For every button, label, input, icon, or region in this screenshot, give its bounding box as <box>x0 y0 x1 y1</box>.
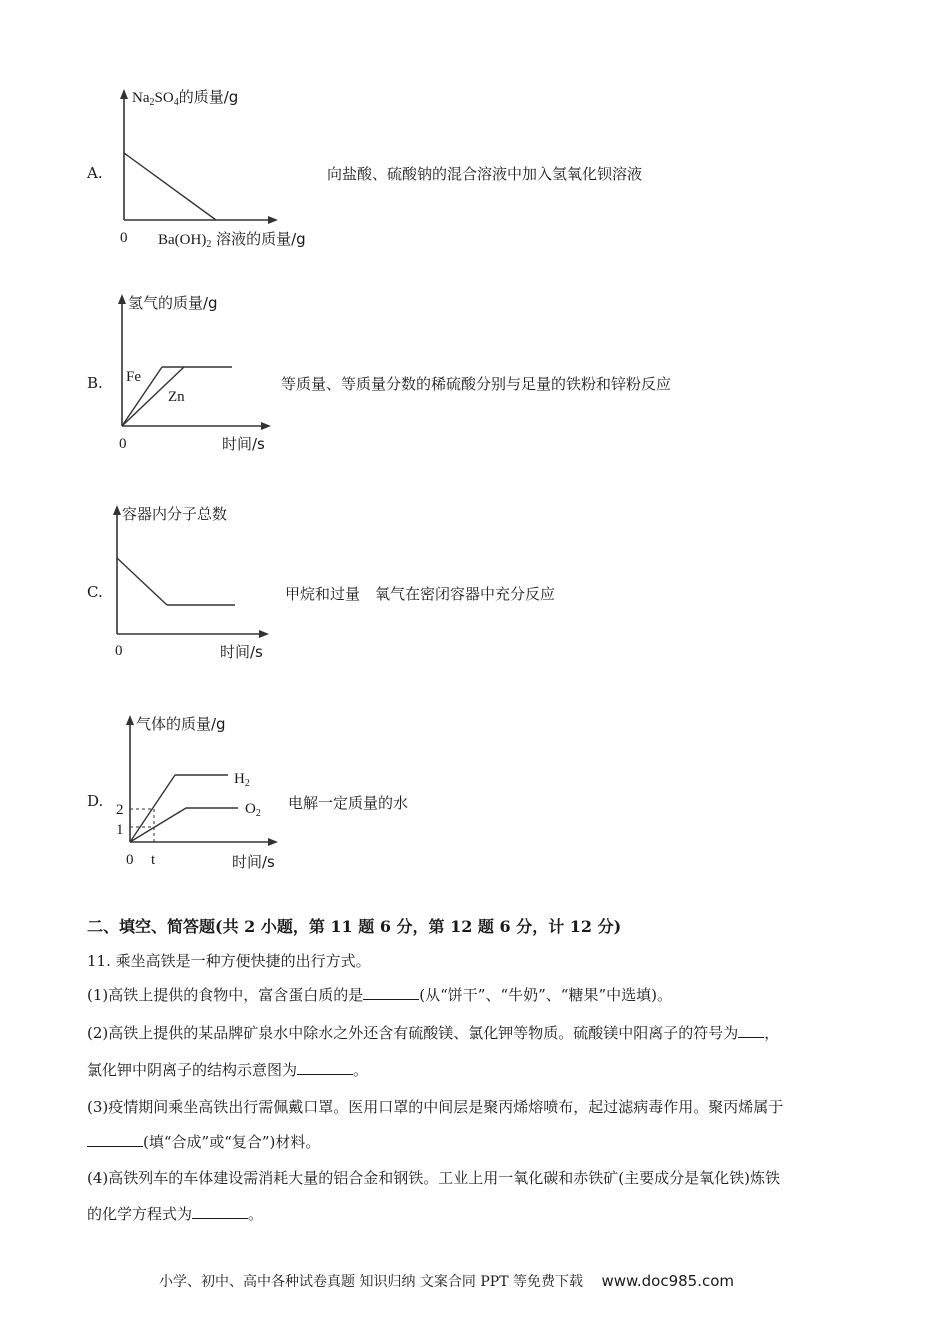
question-11-part-4-cont: 的化学方程式为 。 <box>87 1205 264 1223</box>
graph-a <box>112 85 332 255</box>
footer <box>159 1271 734 1291</box>
option-c-description: 甲烷和过量 氧气在密闭容器中充分反应 <box>285 585 556 603</box>
option-d-description: 电解一定质量的水 <box>288 794 409 812</box>
section-title: 二、填空、简答题(共 2 小题，第 11 题 6 分，第 12 题 6 分，计 12 分) <box>87 917 622 936</box>
answer-blank-4[interactable] <box>87 1132 143 1147</box>
origin-label: 0 <box>119 436 127 452</box>
fe-series-label: Fe <box>126 369 141 385</box>
x-axis-label: $Ba(OH)_2$ 溶液的质量/g <box>158 230 306 250</box>
question-11-part-3: (3)疫情期间乘坐高铁出行需佩戴口罩。医用口罩的中间层是聚丙烯熔喷布，起过滤病毒作用。聚丙烯属于 <box>87 1098 784 1116</box>
y-axis-arrow <box>126 715 134 725</box>
footer-site-link[interactable]: www.doc985.com <box>601 1272 735 1290</box>
question-11-part-4: (4)高铁列车的车体建设需消耗大量的铝合金和钢铁。工业上用一氧化碳和赤铁矿(主要成分是氧化铁)炼铁 <box>87 1169 780 1187</box>
y-axis-arrow <box>113 505 121 515</box>
option-b-description: 等质量、等质量分数的稀硫酸分别与足量的铁粉和锌粉反应 <box>281 375 672 393</box>
x-axis-label: 时间/s <box>220 643 263 661</box>
o2-series-label: $O_2$ <box>245 801 261 819</box>
y-axis-label: 气体的质量/g <box>136 715 226 733</box>
y-axis-arrow <box>118 294 126 304</box>
option-b-label: B. <box>87 374 103 392</box>
x-axis-label: 时间/s <box>222 435 265 453</box>
question-11-part-3-cont: (填“合成”或“复合”)材料。 <box>87 1131 320 1153</box>
graph-b <box>110 288 310 458</box>
question-11-stem: 11. 乘坐高铁是一种方便快捷的出行方式。 <box>87 952 371 970</box>
option-c-label: C. <box>87 583 103 601</box>
o2-line-rise <box>130 808 186 842</box>
question-11-part-2: (2)高铁上提供的某品牌矿泉水中除水之外还含有硫酸镁、氯化钾等物质。硫酸镁中阳离子的符号为 ， <box>87 1024 780 1042</box>
option-a-label: A. <box>87 164 103 182</box>
question-11-part-1: (1)高铁上提供的食物中，富含蛋白质的是 (从“饼干”、“牛奶”、“糖果”中选填)。 <box>87 986 672 1004</box>
y-axis-label: 容器内分子总数 <box>122 505 228 523</box>
answer-blank-3[interactable] <box>297 1060 353 1075</box>
question-11-part-2-cont: 氯化钾中阴离子的结构示意图为 。 <box>87 1061 369 1079</box>
y-axis-arrow <box>120 89 128 99</box>
decreasing-line <box>117 558 167 605</box>
x-axis-arrow <box>268 838 278 846</box>
answer-blank-5[interactable] <box>192 1204 248 1219</box>
zn-series-label: Zn <box>168 389 185 405</box>
answer-blank-1[interactable] <box>363 985 419 1000</box>
y-axis-label: $Na_2SO_4$的质量/g <box>132 88 239 108</box>
y-axis-label: 氢气的质量/g <box>128 294 218 312</box>
x-axis-label: 时间/s <box>232 853 275 871</box>
x-axis-arrow <box>259 630 269 638</box>
na2so4-line <box>124 153 216 220</box>
x-axis-arrow <box>261 422 271 430</box>
answer-blank-2[interactable] <box>738 1023 764 1038</box>
x-tick-t: t <box>151 852 156 868</box>
origin-label: 0 <box>115 643 123 659</box>
origin-label: 0 <box>126 852 134 868</box>
h2-series-label: $H_2$ <box>234 771 250 789</box>
y-tick-2: 2 <box>116 802 124 818</box>
x-axis-arrow <box>268 216 278 224</box>
graph-d <box>108 707 308 877</box>
option-d-label: D. <box>87 792 104 810</box>
option-a-description: 向盐酸、硫酸钠的混合溶液中加入氢氧化钡溶液 <box>327 165 643 183</box>
graph-c <box>105 497 305 667</box>
y-tick-1: 1 <box>116 822 124 838</box>
footer-text: 小学、初中、高中各种试卷真题 知识归纳 文案合同 PPT 等免费下载 <box>159 1274 583 1290</box>
origin-label: 0 <box>120 230 128 246</box>
